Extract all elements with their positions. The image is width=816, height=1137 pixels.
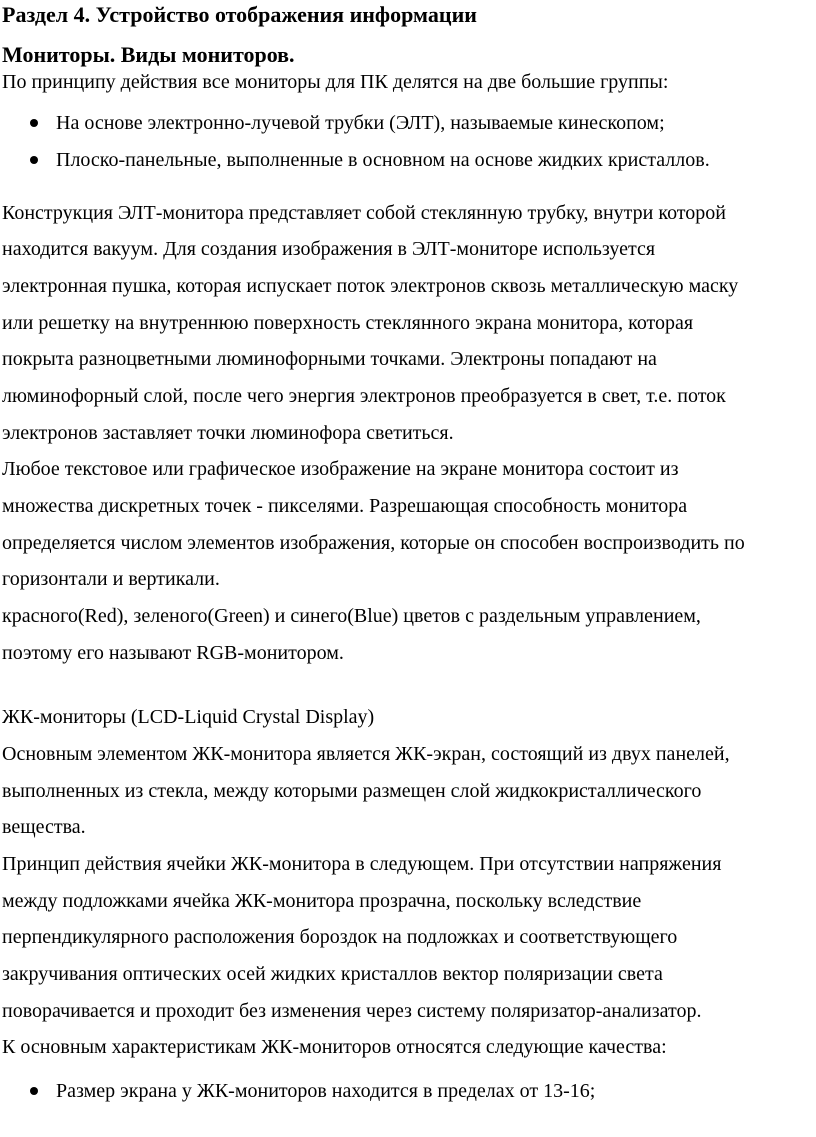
paragraph-line: или решетку на внутреннюю поверхность стеклянного экрана монитора, которая (2, 312, 694, 334)
paragraph-line: между подложками ячейка ЖК-монитора прозрачна, поскольку вследствие (2, 890, 642, 912)
paragraph-line: перпендикулярного расположения бороздок на подложках и соответствующего (2, 926, 678, 948)
paragraph-line: закручивания оптических осей жидких кристаллов вектор поляризации света (2, 963, 663, 985)
paragraph-line: поворачивается и проходит без изменения через систему поляризатор-анализатор. (2, 1000, 702, 1022)
paragraph-line: красного(Red), зеленого(Green) и синего(Blue) цветов с раздельным управлением, (2, 605, 701, 627)
subtitle: Мониторы. Виды мониторов. (2, 42, 295, 67)
bullet-icon (30, 156, 38, 164)
section-title: Раздел 4. Устройство отображения информации (2, 2, 477, 27)
bullet-icon (30, 119, 38, 127)
list-item: На основе электронно-лучевой трубки (ЭЛТ), называемые кинескопом; (56, 112, 665, 134)
list-item: Плоско-панельные, выполненные в основном на основе жидких кристаллов. (56, 149, 710, 171)
list-item: Размер экрана у ЖК-мониторов находится в пределах от 13-16; (56, 1080, 596, 1102)
paragraph-line: множества дискретных точек - пикселями. Разрешающая способность монитора (2, 495, 688, 517)
lcd-heading: ЖК-мониторы (LCD-Liquid Crystal Display) (2, 706, 375, 728)
paragraph-line: Основным элементом ЖК-монитора является ЖК-экран, состоящий из двух панелей, (2, 743, 730, 765)
bullet-icon (30, 1087, 38, 1095)
paragraph-line: Любое текстовое или графическое изображение на экране монитора состоит из (2, 458, 679, 480)
paragraph-line: электронов заставляет точки люминофора светиться. (2, 422, 454, 444)
paragraph-line: определяется числом элементов изображения, которые он способен воспроизводить по (2, 532, 745, 554)
paragraph-line: находится вакуум. Для создания изображения в ЭЛТ-мониторе используется (2, 238, 656, 260)
paragraph-line: Конструкция ЭЛТ-монитора представляет собой стеклянную трубку, внутри которой (2, 202, 726, 224)
paragraph-line: поэтому его называют RGB-монитором. (2, 642, 344, 664)
paragraph-line: горизонтали и вертикали. (2, 568, 220, 590)
intro-text: По принципу действия все мониторы для ПК делятся на две большие группы: (2, 71, 669, 93)
paragraph-line: вещества. (2, 816, 86, 838)
paragraph-line: выполненных из стекла, между которыми размещен слой жидкокристаллического (2, 780, 702, 802)
paragraph-line: Принцип действия ячейки ЖК-монитора в следующем. При отсутствии напряжения (2, 853, 722, 875)
paragraph-line: электронная пушка, которая испускает поток электронов сквозь металлическую маску (2, 275, 739, 297)
characteristics-intro: К основным характеристикам ЖК-мониторов относятся следующие качества: (2, 1036, 667, 1058)
paragraph-line: покрыта разноцветными люминофорными точками. Электроны попадают на (2, 348, 657, 370)
paragraph-line: люминофорный слой, после чего энергия электронов преобразуется в свет, т.е. поток (2, 385, 726, 407)
